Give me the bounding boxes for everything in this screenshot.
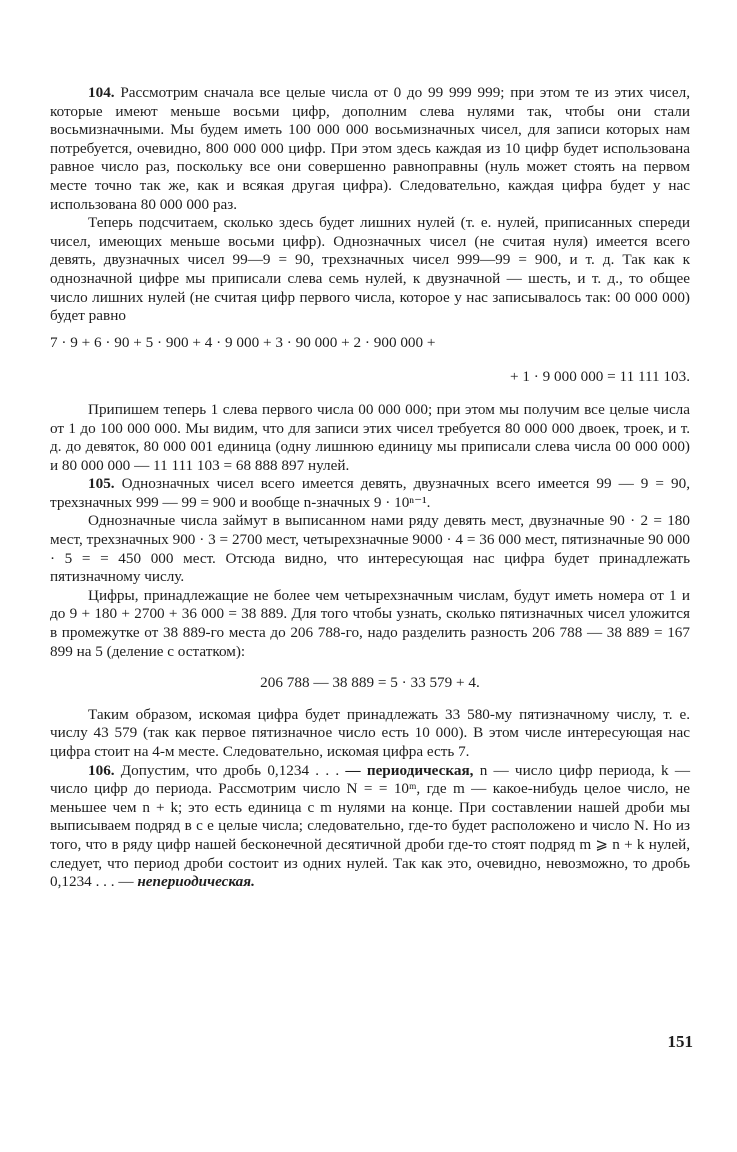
- paragraph-106-c: n — число цифр периода, k — число цифр до периода. Рассмотрим число N = = 10ᵐ, где m — какое-нибудь целое число, не меньшее чем n + k; это есть единица с m нулями на конце. При составлении нашей дроби мы выписываем подряд в с е целые числа; следовательно, где-то будет расположено и число N. Но из того, что в ряду цифр нашей бесконечной десятичной дроби где-то стоят подряд m ⩾ n + k нулей, следует, что период дроби состоит из одних нулей. Так как это, очевидно, невозможно, то дробь 0,1234 . . . —: [50, 761, 691, 891]
- paragraph-result-7: Таким образом, искомая цифра будет принадлежать 33 580-му пятизначному числу, т. е. числу 43 579 (так как первое пятизначное число есть 10 000). В этом числе интересующая нас цифра стоит на 4-м месте. Следовательно, искомая цифра есть 7.: [50, 705, 690, 760]
- paragraph-105: [50, 475, 690, 512]
- problem-number-106: 106.: [88, 761, 115, 779]
- paragraph-104: [50, 84, 690, 214]
- problem-number-104: 104.: [88, 84, 115, 101]
- paragraph-extra-zeros: Теперь подсчитаем, сколько здесь будет лишних нулей (т. е. нулей, приписанных спереди чисел, имеющих меньше восьми цифр). Однозначных чисел (не считая нуля) имеется всего девять, двузначных чисел 99—9 = 90, трехзначных чисел 999—99 = 900, и т. д. Так как к однозначной цифре мы приписали слева семь нулей, к двузначной — шесть, и т. д., то общее число лишних нулей (не считая цифр первого числа, которое у нас записывалось так: 00 000 000) будет равно: [50, 214, 690, 325]
- page-body: [50, 84, 690, 892]
- paragraph-digit-places: Однозначные числа займут в выписанном нами ряду девять мест, двузначные 90 · 2 = 180 мест, трехзначных 900 · 3 = 2700 мест, четырехзначные 9000 · 4 = 36 000 мест, пятизначные 90 000 · 5 = = 450 000 мест. Отсюда видно, что интересующая нас цифра будет принадлежать пятизначному числу.: [50, 512, 690, 586]
- problem-number-105: 105.: [88, 475, 115, 493]
- paragraph-four-digit-range: Цифры, принадлежащие не более чем четырехзначным числам, будут иметь номера от 1 и до 9 + 180 + 2700 + 36 000 = 38 889. Для того чтобы узнать, сколько пятизначных чисел уложится в промежутке от 38 889-го места до 206 788-го, надо разделить разность 206 788 — 38 889 = 167 899 на 5 (деление с остатком):: [50, 586, 690, 660]
- paragraph-106-a: Допустим, что дробь 0,1234 . . .: [114, 761, 340, 779]
- paragraph-prepend-one: Припишем теперь 1 слева первого числа 00 000 000; при этом мы получим все целые числа от 1 до 100 000 000. Мы видим, что для записи этих чисел требуется 80 000 000 двоек, троек, и т. д. до девяток, 80 000 001 единица (одну лишнюю единицу мы приписали слева числа 00 000 000) и 80 000 000 — 11 111 103 = 68 888 897 нулей.: [50, 400, 690, 474]
- paragraph-105-text: Однозначных чисел всего имеется девять, двузначных всего имеется 99 — 9 = 90, трехзначных 999 — 99 = 900 и вообще n-значных 9 · 10ⁿ⁻¹.: [50, 475, 690, 511]
- formula-sum-line-2: + 1 · 9 000 000 = 11 111 103.: [510, 368, 690, 386]
- paragraph-106-periodic: — периодическая,: [339, 761, 474, 779]
- formula-division: 206 788 — 38 889 = 5 · 33 579 + 4.: [260, 674, 480, 692]
- paragraph-104-text: Рассмотрим сначала все целые числа от 0 до 99 999 999; при этом те из этих чисел, которые имеют меньше восьми цифр, дополним слева нулями так, чтобы они стали восьмизначными. Мы будем иметь 100 000 000 восьмизначных чисел, для записи которых нам потребуется, очевидно, 800 000 000 цифр. При этом здесь каждая из 10 цифр будет использована равное число раз, поскольку все они совершенно равноправны (нуль может стоять на первом месте точно так же, как и всякая другая цифра). Следовательно, каждая цифра будет у нас использована 80 000 000 раз.: [50, 84, 690, 213]
- page-number: 151: [667, 1032, 693, 1051]
- paragraph-106-nonperiodic: непериодическая.: [133, 873, 255, 891]
- paragraph-106: [50, 762, 690, 892]
- formula-sum-line-1: 7 · 9 + 6 · 90 + 5 · 900 + 4 · 9 000 + 3 · 90 000 + 2 · 900 000 +: [50, 333, 436, 351]
